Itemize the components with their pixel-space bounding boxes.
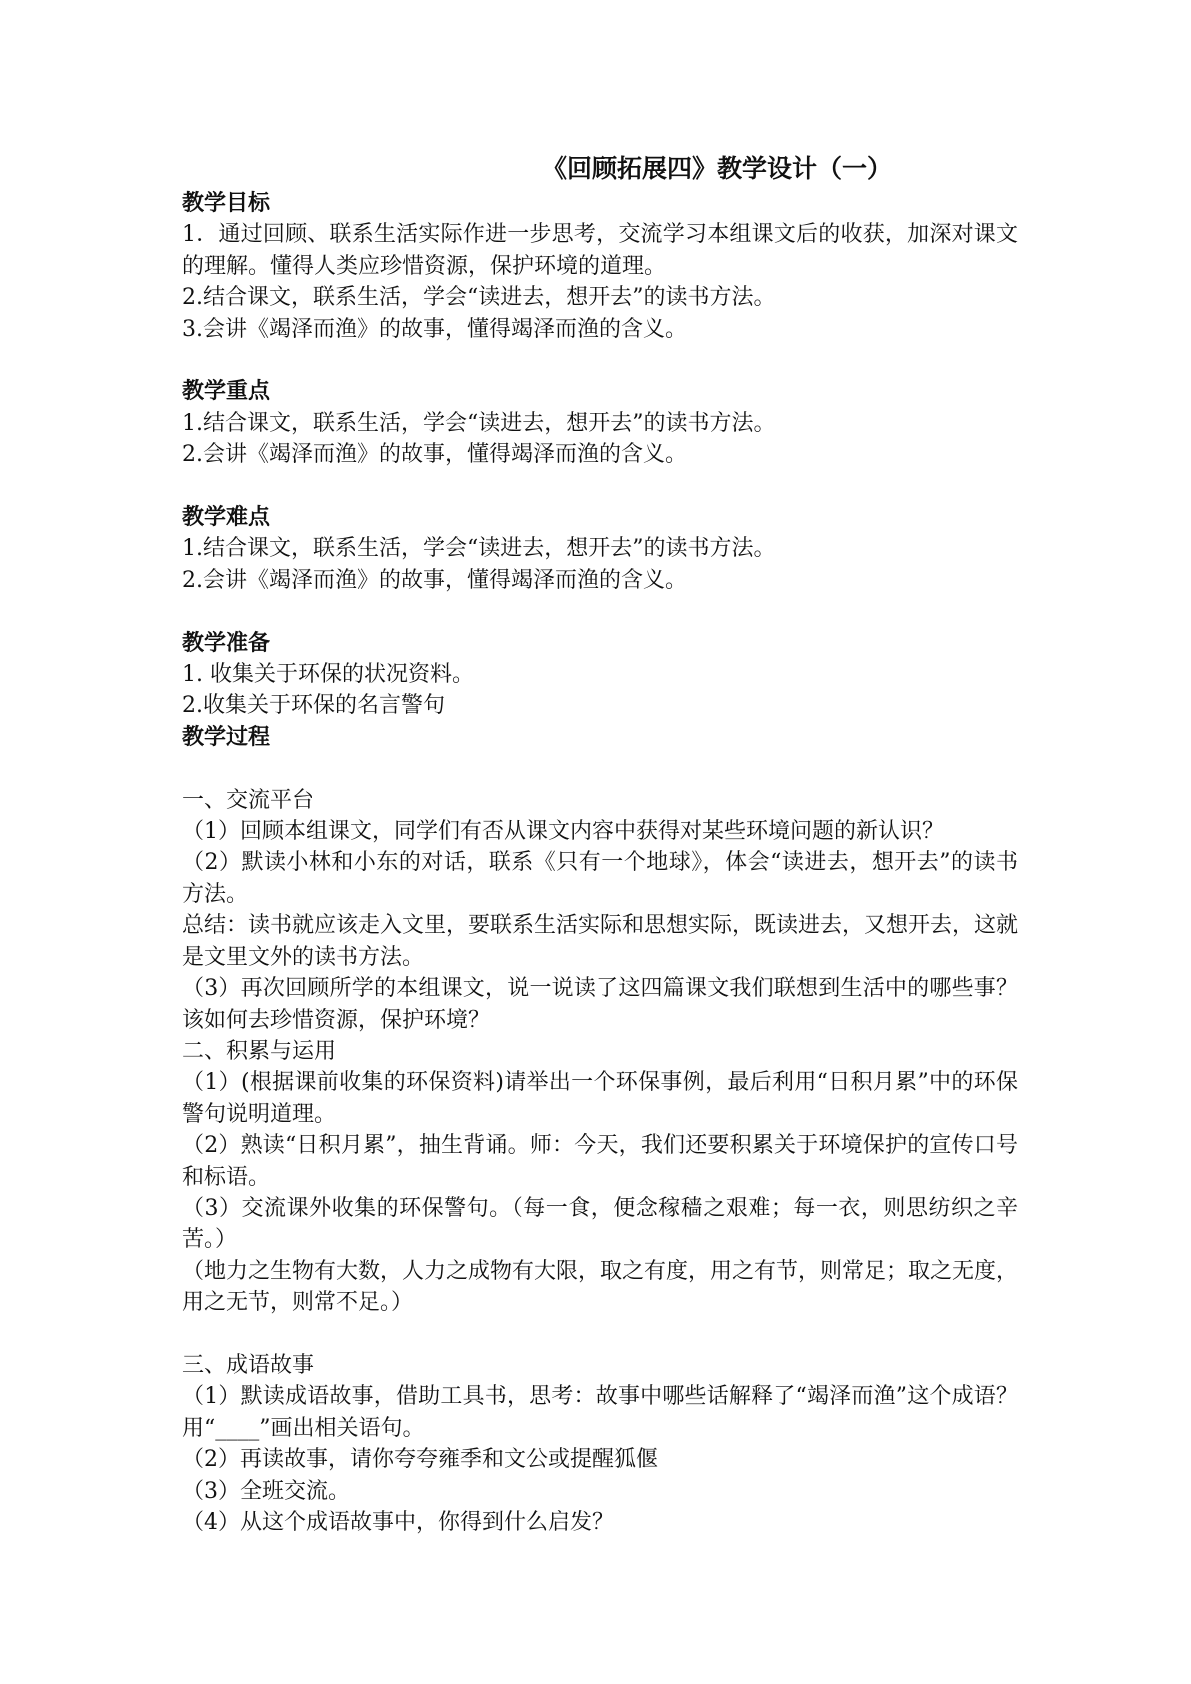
preparation-item: 2.收集关于环保的名言警句 (182, 693, 445, 719)
process-part1-title: 一、交流平台 (182, 787, 315, 813)
spacer (182, 471, 1018, 502)
process-part2-item: （3）交流课外收集的环保警句。（每一食，便念稼穑之艰难；每一衣，则思纺织之辛苦。） (182, 1195, 1018, 1253)
process-part1-item: （2）默读小林和小东的对话，联系《只有一个地球》，体会“读进去，想开去”的读书方法。 (182, 850, 1018, 907)
process-heading: 教学过程 (182, 723, 271, 750)
process-part3-title: 三、成语故事 (182, 1352, 315, 1378)
key-points-heading: 教学重点 (182, 378, 271, 405)
process-part1-summary: 总结：读书就应该走入文里，要联系生活实际和思想实际，既读进去，又想开去，这就是文里文外的读书方法。 (182, 913, 1019, 970)
goal-item: 2.结合课文，联系生活，学会“读进去，想开去”的读书方法。 (182, 285, 776, 311)
process-part2-title: 二、积累与运用 (182, 1038, 337, 1064)
document-title: 《回顾拓展四》教学设计（一） (542, 154, 893, 183)
process-part1-item: （1）回顾本组课文，同学们有否从课文内容中获得对某些环境问题的新认识？ (182, 819, 944, 845)
goal-item: 1．通过回顾、联系生活实际作进一步思考，交流学习本组课文后的收获，加深对课文的理解。懂得人类应珍惜资源，保护环境的道理。 (182, 222, 1018, 279)
process-part2-item: （1）(根据课前收集的环保资料)请举出一个环保事例，最后利用“日积月累”中的环保警句说明道理。 (182, 1070, 1018, 1127)
process-part2-quote: （地力之生物有大数，人力之成物有大限，取之有度，用之有节，则常足；取之无度，用之无节，则常不足。） (182, 1258, 1019, 1316)
preparation-heading: 教学准备 (182, 629, 271, 656)
difficulties-heading: 教学难点 (182, 504, 271, 531)
process-part3-item: （2）再读故事，请你夸夸雍季和文公或提醒狐偃 (182, 1447, 658, 1473)
preparation-item: 1. 收集关于环保的状况资料。 (182, 662, 474, 688)
difficulty-item: 1.结合课文，联系生活，学会“读进去，想开去”的读书方法。 (182, 536, 776, 562)
spacer (182, 345, 1018, 376)
process-part3-item: （3）全班交流。 (182, 1478, 350, 1504)
process-part3-item: （4）从这个成语故事中，你得到什么启发？ (182, 1509, 614, 1535)
key-point-item: 2.会讲《竭泽而渔》的故事，懂得竭泽而渔的含义。 (182, 442, 687, 468)
key-point-item: 1.结合课文，联系生活，学会“读进去，想开去”的读书方法。 (182, 410, 776, 436)
spacer (182, 1319, 1018, 1350)
process-part2-item: （2）熟读“日积月累”，抽生背诵。师：今天，我们还要积累关于环境保护的宣传口号和标语。 (182, 1133, 1018, 1190)
process-part1-item: （3）再次回顾所学的本组课文，说一说读了这四篇课文我们联想到生活中的哪些事？该如何去珍惜资源，保护环境？ (182, 976, 1018, 1033)
goal-item: 3.会讲《竭泽而渔》的故事，懂得竭泽而渔的含义。 (182, 316, 687, 342)
process-part3-item: （1）默读成语故事，借助工具书，思考：故事中哪些话解释了“竭泽而渔”这个成语？用“____”画出相关语句。 (182, 1384, 1018, 1441)
teaching-goals-heading: 教学目标 (182, 190, 271, 216)
difficulty-item: 2.会讲《竭泽而渔》的故事，懂得竭泽而渔的含义。 (182, 567, 687, 593)
document-page (182, 150, 1018, 1538)
spacer (182, 753, 1018, 784)
spacer (182, 596, 1018, 627)
